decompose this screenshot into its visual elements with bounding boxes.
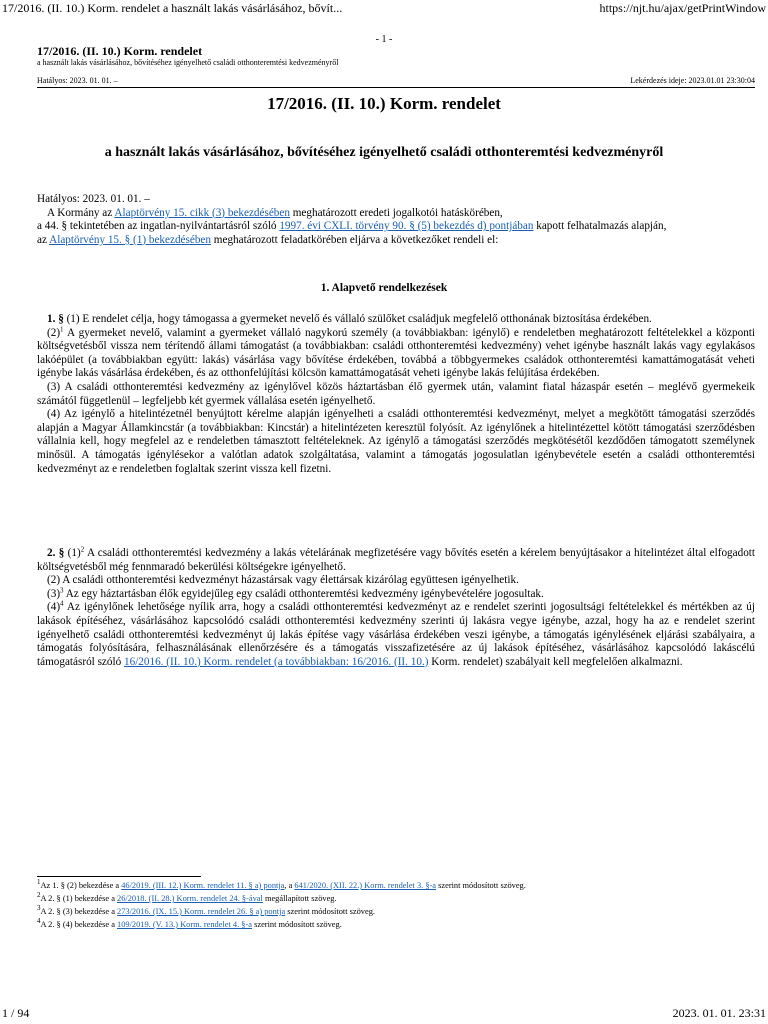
p2-2: (2) A családi otthonteremtési kedvezményt házastársak vagy élettársak kizárólag együttesen igényelhetik. [47,574,519,587]
print-datetime: 2023. 01. 01. 23:31 [672,1006,766,1020]
p2-3: $(3)^3$ Az egy háztartásban élők egyidejűleg egy családi otthonteremtési kedvezmény igénybevételére jogosultak. [47,586,544,600]
footnote-ref-2[interactable]: 2 [80,545,85,554]
footnote-4: $^4$A 2. § (4) bekezdése a 109/2019. (V. 13.) Korm. rendelet 4. §-a szerint módosított szöveg. [37,917,342,929]
page-number: - 1 - [375,34,393,45]
p2-1: 2. § $(1)^2$ A családi otthonteremtési kedvezmény a lakás vételárának megfizetésére vagy bővítés esetén a kérelem benyújtásakor a hitelintézet által elfogadott költségvetésből még fennmaradó bekerülési költségekre igényelhető. [37,545,756,573]
paragraph-2 [37,547,755,669]
section-heading: 1. Alapvető rendelkezések [320,282,448,294]
running-subtitle: a használt lakás vásárlásához, bővítéséhez igényelhető családi otthonteremtési kedvezményről [37,58,339,67]
header-divider [37,87,755,88]
footnote-ref-3[interactable]: 3 [60,586,64,595]
document-title: 17/2016. (II. 10.) Korm. rendelet [267,94,501,113]
footnote-link[interactable]: 46/2019. (III. 12.) Korm. rendelet 11. § a) pontja [121,881,285,890]
p1-3: (3) A családi otthonteremtési kedvezmény az igénylővel közös háztartásban élő gyermek után, valamint fiatal házaspár esetén – meglévő gyermekeik számától függetlenül – legfeljebb két gyermek vállalása esetén igényelhető. [37,380,755,407]
p2-4: $(4)^4$ Az igénylőnek lehetősége nyílik arra, hogy a családi otthonteremtési kedvezményt az e rendelet szerinti jogosultsági feltételekkel és mértékben az új lakások építéséhez, vásárlásához kapcsolódó családi otthonteremtési kedvezmény szerinti új lakásra vegye igénybe, azzal, hogy ha az e rendelet szerint igényelhető családi otthonteremtési kedvezményt új lakás építése vagy vásárlása érdekében veszi igénybe, a támogatás igénylésének eljárási szabályaira, a támogatás folyósítására, felhasználásának ellenőrzésére és a támogatás visszafizetésére az új lakások építéséhez, vásárlásához kapcsolódó lakáscélú támogatásról szóló 16/2016. (II. 10.) Korm. rendelet (a továbbiakban: 16/2016. (II. 10.) Korm. rendelet) szabályait kell megfelelően alkalmazni. [37,599,755,668]
footnote-1: $^1$Az 1. § (2) bekezdése a 46/2019. (III. 12.) Korm. rendelet 11. § a) pontja, a 641/2020. (XII. 22.) Korm. rendelet 3. §-a szerint módosított szöveg. [37,878,526,890]
footnote-ref-1[interactable]: 1 [60,324,64,333]
footnote-link[interactable]: 26/2018. (II. 28.) Korm. rendelet 24. §-ával [117,894,263,903]
preamble [37,193,755,247]
print-page-count: 1 / 94 [2,1006,30,1020]
footnote-2: $^2$A 2. § (1) bekezdése a 26/2018. (II. 28.) Korm. rendelet 24. §-ával megállapított szöveg. [37,891,337,903]
browser-title: 17/2016. (II. 10.) Korm. rendelet a használt lakás vásárlásához, bővít... [2,1,343,15]
running-title: 17/2016. (II. 10.) Korm. rendelet [37,44,203,58]
preamble-line-3: az Alaptörvény 15. § (1) bekezdésében meghatározott feladatkörében eljárva a következőket rendeli el: [37,233,499,246]
link-16-2016-korm-rendelet[interactable]: 16/2016. (II. 10.) Korm. rendelet (a továbbiakban: 16/2016. (II. 10.) [124,655,429,668]
p1-1: 1. § (1) E rendelet célja, hogy támogassa a gyermeket nevelő és vállaló szülőket családjuk megfelelő otthonának biztosítása érdekében. [47,313,652,325]
browser-print-header [0,0,768,18]
running-meta [37,76,755,85]
link-alaptorveny-15-1[interactable]: Alaptörvény 15. § (1) bekezdésében [49,233,211,246]
browser-print-footer [0,1006,768,1024]
p1-4: (4) Az igénylő a hitelintézetnél benyújtott kérelme alapján igényelheti a családi otthonteremtési kedvezményt, melyet a megkötött támogatási szerződés alapján a Magyar Államkincstár (a továbbiakban: Kincstár) a hitelintézeten keresztül folyósít. Az igénylőnek a hitelintézettel kötött támogatási szerződésben vállalnia kell, hogy megfelel az e rendeletben támasztott feltételeknek. Az igénylő a támogatási szerződés megkötésétől kezdődően támogatott személynek minősül. A támogatás igénylésekor a valótlan adatok szolgáltatása, valamint a támogatás jogosulatlan igénybevétele esetén a családi otthonteremtési kedvezményt az e rendeletben foglaltak szerint vissza kell fizetni. [37,408,755,475]
section-number: 2. § [47,547,65,559]
footnote-divider [37,876,201,877]
query-time: Lekérdezés ideje: 2023.01.01 23:30:04 [630,76,755,85]
link-1997-cxli-torveny[interactable]: 1997. évi CXLI. törvény 90. § (5) bekezdés d) pontjában [279,220,534,233]
p1-2: $(2)^1$ A gyermeket nevelő, valamint a gyermeket vállaló nagykorú személy (a továbbiakban: igénylő) e rendeletben meghatározott feltételekkel a központi költségvetésből vissza nem térítendő állami támogatást (a továbbiakban: családi otthonteremtési kedvezmény) vehet igénybe használt lakás vagy egylakásos lakóépület (a továbbiakban együtt: lakás) vásárlása vagy bővítése érdekében, továbbá a többgyermekes családok otthonteremtési kamattámogatását veheti igénybe lakás vásárlása érdekében, és az otthonfelújítási kölcsön kamattámogatását veheti igénybe lakás felújítása érdekében. [37,324,755,380]
section-number: 1. § [47,313,64,325]
footnote-link[interactable]: 641/2020. (XII. 22.) Korm. rendelet 3. §-a [294,881,437,890]
document-subtitle: a használt lakás vásárlásához, bővítéséhez igényelhető családi otthonteremtési kedvezményről [104,145,664,160]
preamble-line-1: A Kormány az Alaptörvény 15. cikk (3) bekezdésében meghatározott eredeti jogalkotói hatáskörében, [47,206,503,219]
footnote-link[interactable]: 109/2019. (V. 13.) Korm. rendelet 4. §-a [117,920,252,929]
link-alaptorveny-15-3[interactable]: Alaptörvény 15. cikk (3) bekezdésében [114,206,290,219]
preamble-line-2: a 44. § tekintetében az ingatlan-nyilvántartásról szóló 1997. évi CXLI. törvény 90. § (5) bekezdés d) pontjában kapott felhatalmazás alapján, [37,220,667,233]
browser-url: https://njt.hu/ajax/getPrintWindow [599,1,766,15]
running-effective: Hatályos: 2023. 01. 01. – [37,76,118,85]
footnote-link[interactable]: 273/2016. (IX. 15.) Korm. rendelet 26. § a) pontja [117,907,286,916]
footnote-ref-4[interactable]: 4 [60,599,64,608]
effective-line: Hatályos: 2023. 01. 01. – [37,193,150,205]
footnote-3: $^3$A 2. § (3) bekezdése a 273/2016. (IX. 15.) Korm. rendelet 26. § a) pontja szerint módosított szöveg. [37,904,375,916]
paragraph-1 [37,313,755,476]
